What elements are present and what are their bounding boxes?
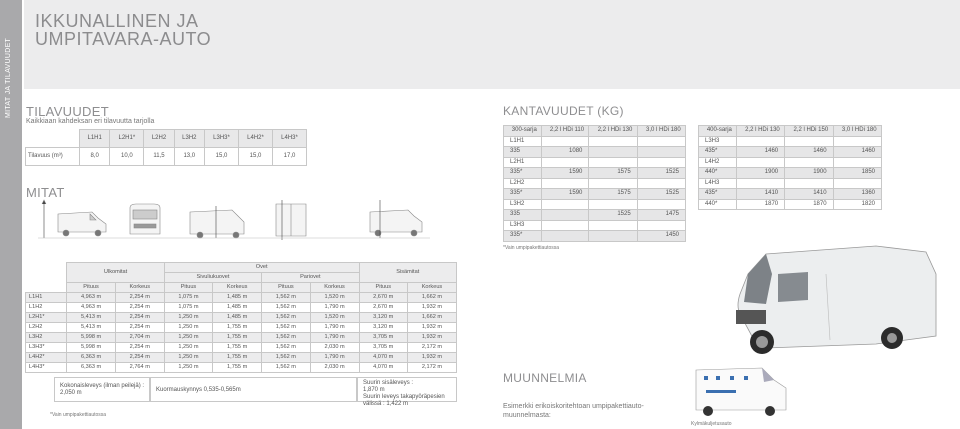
refrigerated-van-image — [690, 362, 790, 420]
payload-cell: 435* — [699, 189, 737, 200]
payload-cell — [637, 157, 685, 168]
vol-header: L3H3* — [204, 130, 238, 148]
muunnelmia-text-2: muunnelmasta: — [503, 412, 551, 419]
page-title — [35, 12, 211, 48]
dim-cell: 5,413 m — [67, 313, 115, 323]
payload-row — [504, 147, 686, 158]
dim-cell: 1,790 m — [310, 303, 359, 313]
payload-cell: 1820 — [833, 199, 881, 210]
dim-cell: 1,075 m — [164, 303, 212, 313]
group-header: Ulkomitat — [67, 263, 164, 283]
dim-col-header: Korkeus — [213, 283, 262, 293]
dim-cell: 1,250 m — [164, 333, 212, 343]
dim-cell: 5,413 m — [67, 323, 115, 333]
payload-header: 2,2 l HDi 130 — [589, 126, 637, 137]
payload-header: 3,0 l HDi 180 — [637, 126, 685, 137]
dim-row — [26, 353, 457, 363]
dim-cell: 2,030 m — [310, 363, 359, 373]
title-banner — [24, 0, 960, 89]
payload-cell — [541, 210, 589, 221]
dim-cell: 1,485 m — [213, 303, 262, 313]
payload-cell: 1460 — [833, 147, 881, 158]
dim-cell: 6,363 m — [67, 353, 115, 363]
payload-cell: 1460 — [736, 147, 784, 158]
dim-col-header: Pituus — [164, 283, 212, 293]
vol-value: 17,0 — [272, 148, 306, 166]
dim-row — [26, 313, 457, 323]
payload-row — [504, 168, 686, 179]
payload-row — [699, 136, 882, 147]
payload-cell: 1475 — [637, 210, 685, 221]
payload-header: 3,0 l HDi 180 — [833, 126, 881, 137]
dim-cell: 1,932 m — [407, 303, 456, 313]
payload-cell: 1460 — [785, 147, 833, 158]
vol-value: 8,0 — [80, 148, 110, 166]
dim-cell: 2,670 m — [359, 293, 407, 303]
payload-cell — [589, 136, 637, 147]
payload-table-400 — [698, 125, 882, 210]
dim-cell: L4H2* — [26, 353, 67, 363]
payload-cell — [589, 157, 637, 168]
dim-cell: 1,075 m — [164, 293, 212, 303]
payload-cell — [637, 178, 685, 189]
payload-row — [504, 231, 686, 242]
payload-cell: L3H3 — [699, 136, 737, 147]
title-line-2: UMPITAVARA-AUTO — [35, 29, 212, 49]
dim-cell: 1,562 m — [262, 333, 310, 343]
payload-cell: 1450 — [637, 231, 685, 242]
dim-cell: 5,998 m — [67, 333, 115, 343]
dim-cell: 3,120 m — [359, 323, 407, 333]
van-cutaway-icon — [190, 206, 244, 238]
payload-row — [504, 189, 686, 200]
dim-cell: 1,250 m — [164, 353, 212, 363]
payload-cell — [589, 231, 637, 242]
dim-col-header: Pituus — [359, 283, 407, 293]
sidebar-strip — [0, 0, 22, 429]
dim-cell: L4H3* — [26, 363, 67, 373]
payload-header: 2,2 l HDi 110 — [541, 126, 589, 137]
dim-cell: 1,250 m — [164, 313, 212, 323]
dim-cell: 1,790 m — [310, 353, 359, 363]
dim-cell: 1,562 m — [262, 303, 310, 313]
dim-col-header: Korkeus — [407, 283, 456, 293]
payload-cell — [785, 136, 833, 147]
dim-cell: L3H3* — [26, 343, 67, 353]
payload-cell: 1525 — [637, 189, 685, 200]
dim-cell: 1,662 m — [407, 293, 456, 303]
payload-cell — [589, 220, 637, 231]
muunnelmia-heading: MUUNNELMIA — [503, 371, 587, 385]
dim-cell: 1,790 m — [310, 333, 359, 343]
payload-cell — [541, 136, 589, 147]
dim-cell: 1,755 m — [213, 363, 262, 373]
door-header: Pariovet — [262, 273, 359, 283]
volume-table — [25, 129, 307, 166]
dim-row — [26, 293, 457, 303]
dim-cell: 1,520 m — [310, 313, 359, 323]
payload-cell: 1870 — [785, 199, 833, 210]
vol-header: L3H2 — [174, 130, 204, 148]
payload-cell: 1575 — [589, 168, 637, 179]
payload-cell: 335 — [504, 210, 542, 221]
dim-cell: 1,250 m — [164, 343, 212, 353]
vol-header: L4H3* — [272, 130, 306, 148]
payload-cell — [833, 136, 881, 147]
dim-cell: 1,485 m — [213, 293, 262, 303]
dim-cell: 1,662 m — [407, 313, 456, 323]
payload-cell — [541, 231, 589, 242]
payload-cell: 335* — [504, 168, 542, 179]
payload-row — [699, 189, 882, 200]
payload-cell: 1900 — [736, 168, 784, 179]
payload-cell — [541, 199, 589, 210]
payload-cell: L3H2 — [504, 199, 542, 210]
dim-cell: 1,520 m — [310, 293, 359, 303]
van-long-icon — [370, 200, 422, 238]
payload-cell: 435* — [699, 147, 737, 158]
payload-cell: L4H3 — [699, 178, 737, 189]
payload-cell — [736, 178, 784, 189]
interior-width-line2: 1,870 m — [363, 387, 385, 393]
interior-width-line1: Suurin sisäleveys : — [363, 380, 414, 386]
payload-cell — [637, 136, 685, 147]
dim-cell: 1,562 m — [262, 323, 310, 333]
refrigerated-van-caption: Kylmäkuljetusauto — [691, 421, 732, 427]
wheelarch-width-line1: Suurin leveys takapyöräpesien — [363, 394, 445, 400]
vol-row-label: Tilavuus (m³) — [26, 148, 80, 166]
payload-row — [699, 157, 882, 168]
wheelarch-width-line2: välissä : 1,422 m — [363, 401, 409, 407]
dim-cell: 1,790 m — [310, 323, 359, 333]
dim-cell: 3,705 m — [359, 343, 407, 353]
dim-cell: L2H1* — [26, 313, 67, 323]
dim-row — [26, 363, 457, 373]
dim-cell: L1H2 — [26, 303, 67, 313]
payload-cell — [589, 178, 637, 189]
van-front-icon — [130, 204, 160, 234]
payload-row — [504, 199, 686, 210]
payload-row — [699, 178, 882, 189]
dim-col-header: Pituus — [262, 283, 310, 293]
vol-header: L1H1 — [80, 130, 110, 148]
payload-cell — [833, 157, 881, 168]
payload-cell: L1H1 — [504, 136, 542, 147]
dim-row — [26, 333, 457, 343]
dim-cell: 2,030 m — [310, 343, 359, 353]
payload-cell — [541, 220, 589, 231]
dim-cell: 1,755 m — [213, 323, 262, 333]
payload-cell — [736, 136, 784, 147]
payload-cell: 1850 — [833, 168, 881, 179]
payload-row — [504, 136, 686, 147]
dim-cell: 1,755 m — [213, 343, 262, 353]
payload-cell — [637, 220, 685, 231]
dim-cell: 2,764 m — [115, 363, 164, 373]
dim-cell: 2,254 m — [115, 313, 164, 323]
payload-cell: 335 — [504, 147, 542, 158]
payload-cell: 1575 — [589, 189, 637, 200]
dim-cell: 2,254 m — [115, 303, 164, 313]
payload-header: 2,2 l HDi 130 — [736, 126, 784, 137]
dim-cell: L3H2 — [26, 333, 67, 343]
dim-cell: 3,120 m — [359, 313, 407, 323]
payload-cell: 1525 — [589, 210, 637, 221]
dim-cell: 1,932 m — [407, 353, 456, 363]
dim-cell: L1H1 — [26, 293, 67, 303]
width-box: Kokonaisleveys (ilman peilejä) : 2,050 m — [54, 377, 150, 402]
payload-cell — [736, 157, 784, 168]
dim-cell: 4,963 m — [67, 293, 115, 303]
van-diagrams — [38, 198, 430, 242]
dim-cell: 1,932 m — [407, 333, 456, 343]
payload-cell — [541, 157, 589, 168]
muunnelmia-text-1: Esimerkki erikoiskoritehtoan umpipakettiauto- — [503, 403, 644, 410]
tilavuudet-heading: TILAVUUDET — [26, 104, 109, 119]
payload-cell: 1080 — [541, 147, 589, 158]
sidebar-label: MITAT JA TILAVUUDET — [5, 37, 12, 118]
payload-table-300 — [503, 125, 686, 242]
bottom-note: *Vain umpipakettiautossa — [50, 412, 107, 418]
payload-cell: 1590 — [541, 189, 589, 200]
payload-cell: 1590 — [541, 168, 589, 179]
van-photo — [726, 244, 940, 360]
dim-cell: 2,172 m — [407, 343, 456, 353]
payload-cell — [833, 178, 881, 189]
vol-value: 15,0 — [238, 148, 272, 166]
vol-header: L4H2* — [238, 130, 272, 148]
interior-width-box — [357, 377, 457, 407]
dim-cell: 1,250 m — [164, 323, 212, 333]
group-header: Ovet — [164, 263, 359, 273]
dim-cell: 1,250 m — [164, 363, 212, 373]
vol-header: L2H1* — [110, 130, 144, 148]
payload-row — [699, 168, 882, 179]
payload-row — [699, 147, 882, 158]
vol-value: 11,5 — [144, 148, 174, 166]
payload-cell: 1410 — [785, 189, 833, 200]
payload-header: 400-sarja — [699, 126, 737, 137]
vol-value: 10,0 — [110, 148, 144, 166]
dim-cell: 1,932 m — [407, 323, 456, 333]
dim-cell: 2,254 m — [115, 343, 164, 353]
payload-row — [504, 178, 686, 189]
dim-cell: 2,254 m — [115, 353, 164, 363]
tilavuudet-subtitle: Kaikkiaan kahdeksan eri tilavuutta tarjolla — [26, 118, 155, 125]
vol-header: L2H2 — [144, 130, 174, 148]
payload-header: 2,2 l HDi 150 — [785, 126, 833, 137]
van-side-icon — [58, 212, 106, 236]
payload-cell: 440* — [699, 168, 737, 179]
dim-cell: 1,755 m — [213, 333, 262, 343]
dim-cell: 1,562 m — [262, 343, 310, 353]
dim-cell: L2H2 — [26, 323, 67, 333]
dim-cell: 2,670 m — [359, 303, 407, 313]
dim-row — [26, 303, 457, 313]
group-header: Sisämitat — [359, 263, 456, 283]
payload-cell — [589, 199, 637, 210]
payload-cell: 1870 — [736, 199, 784, 210]
payload-cell: L2H2 — [504, 178, 542, 189]
payload-cell: 335* — [504, 231, 542, 242]
payload-note: *Vain umpipakettiautossa — [503, 245, 560, 251]
dim-row — [26, 343, 457, 353]
payload-cell: L3H3 — [504, 220, 542, 231]
payload-row — [504, 157, 686, 168]
payload-cell: 1525 — [637, 168, 685, 179]
payload-cell — [785, 157, 833, 168]
payload-cell: L4H2 — [699, 157, 737, 168]
title-line-1: IKKUNALLINEN JA — [35, 11, 199, 31]
payload-row — [504, 210, 686, 221]
payload-row — [699, 199, 882, 210]
dim-cell: 1,562 m — [262, 363, 310, 373]
dimensions-table — [25, 262, 457, 373]
payload-cell: 1360 — [833, 189, 881, 200]
threshold-box: Kuormauskynnys 0,535-0,565m — [150, 377, 357, 402]
payload-cell: 335* — [504, 189, 542, 200]
payload-cell — [785, 178, 833, 189]
payload-cell — [637, 199, 685, 210]
dim-cell: 3,705 m — [359, 333, 407, 343]
payload-cell: L2H1 — [504, 157, 542, 168]
payload-cell: 1900 — [785, 168, 833, 179]
dim-col-header: Korkeus — [310, 283, 359, 293]
vol-value: 13,0 — [174, 148, 204, 166]
dim-cell: 1,562 m — [262, 353, 310, 363]
payload-header: 300-sarja — [504, 126, 542, 137]
dim-col-header: Pituus — [67, 283, 115, 293]
dim-cell: 4,070 m — [359, 353, 407, 363]
dim-cell: 2,704 m — [115, 333, 164, 343]
van-rear-icon — [276, 200, 306, 240]
dim-col-header: Korkeus — [115, 283, 164, 293]
dim-cell: 1,755 m — [213, 353, 262, 363]
kantavuudet-heading: KANTAVUUDET (KG) — [503, 104, 624, 118]
payload-cell — [541, 178, 589, 189]
payload-cell — [589, 147, 637, 158]
payload-row — [504, 220, 686, 231]
dim-cell: 1,562 m — [262, 313, 310, 323]
payload-cell — [637, 147, 685, 158]
dim-cell: 2,254 m — [115, 293, 164, 303]
dim-cell: 6,363 m — [67, 363, 115, 373]
dim-row — [26, 323, 457, 333]
dim-cell: 2,172 m — [407, 363, 456, 373]
dim-cell: 2,254 m — [115, 323, 164, 333]
payload-cell: 1410 — [736, 189, 784, 200]
dim-cell: 4,963 m — [67, 303, 115, 313]
payload-cell: 440* — [699, 199, 737, 210]
vol-value: 15,0 — [204, 148, 238, 166]
door-header: Sivuliukuovet — [164, 273, 261, 283]
mitat-heading: MITAT — [26, 185, 65, 200]
dim-cell: 1,485 m — [213, 313, 262, 323]
dim-cell: 1,562 m — [262, 293, 310, 303]
dim-cell: 5,998 m — [67, 343, 115, 353]
dim-cell: 4,070 m — [359, 363, 407, 373]
